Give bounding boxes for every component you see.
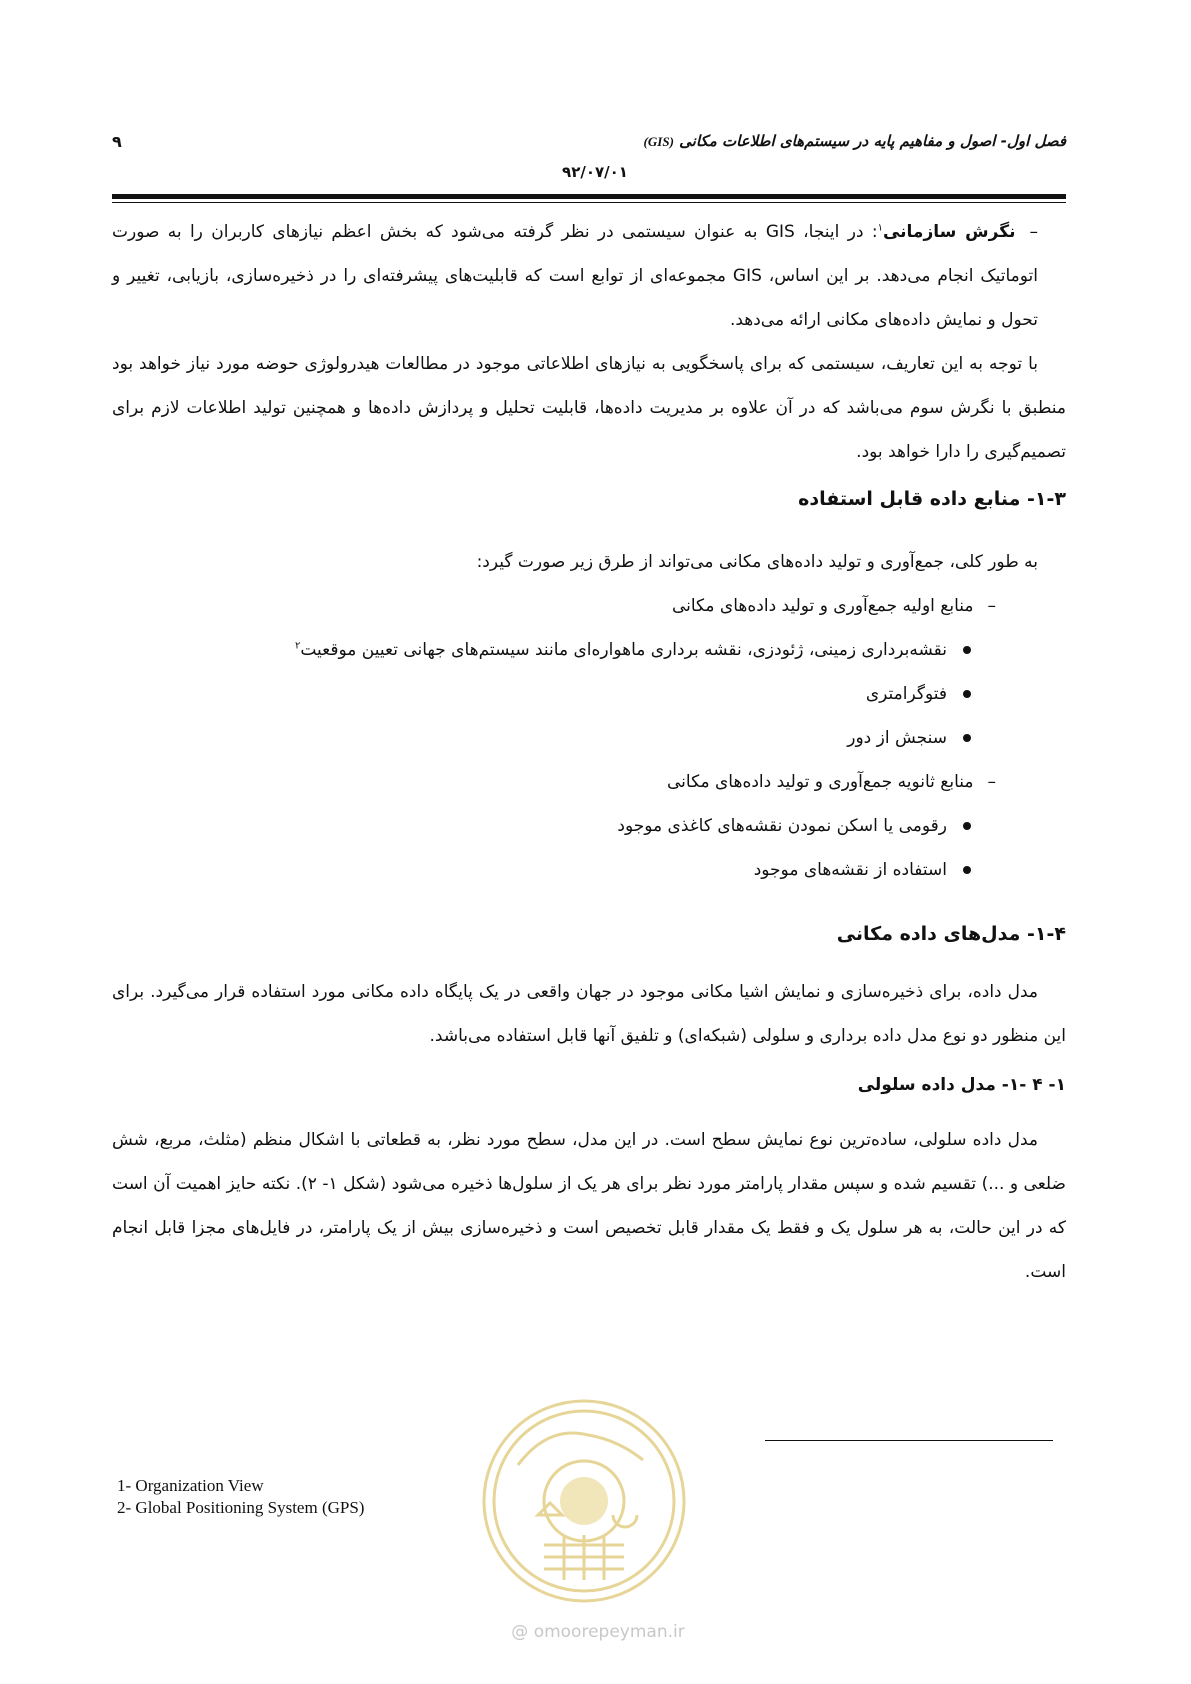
organization-view-text: : در اینجا، GIS به عنوان سیستمی در نظر گرفته می‌شود که بخش اعظم نیازهای کاربران را به صورت اتوماتیک انجام می‌دهد. بر این اساس، GIS مجموعه‌ای از توابع است که قابلیت‌های پیشرفته‌ای را در ذخیره‌سازی، بازیابی، تغییر و تحول و نمایش داده‌های مکانی ارائه می‌دهد. [112, 222, 1038, 330]
dash-marker: – [1029, 222, 1038, 242]
page-number: ۹ [112, 132, 122, 151]
list-item [116, 804, 1066, 848]
section-1-4-heading: ۱-۴- مدل‌های داده مکانی [836, 923, 1066, 945]
header-rule-thick [112, 194, 1066, 199]
footnotes [117, 1475, 364, 1519]
watermark-site: @ omoorepeyman.ir [511, 1622, 685, 1642]
watermark-seal-icon [478, 1395, 690, 1607]
footnote-ref-1: ۱ [877, 222, 883, 234]
primary-sources-heading [116, 584, 1066, 628]
secondary-sources-label: منابع ثانویه جمع‌آوری و تولید داده‌های مکانی [667, 772, 974, 792]
raster-model-paragraph: مدل داده سلولی، ساده‌ترین نوع نمایش سطح است. در این مدل، سطح مورد نظر، به قطعاتی با اشکال منظم (مثلث، مربع، شش ضلعی و ...) تقسیم شده و سپس مقدار پارامتر مورد نظر برای هر یک از سلول‌ها ذخیره می‌شود (شکل ۱- ۲). نکته حایز اهمیت آن است که در این حالت، به هر سلول یک و فقط یک مقدار قابل تخصیص است و ذخیره‌سازی بیش از یک پارامتر، در فایل‌های مجزا قابل انجام است. [112, 1130, 1066, 1282]
raster-model-block [112, 1118, 1066, 1294]
footnote-separator [765, 1440, 1053, 1441]
header-date: ۹۲/۰۷/۰۱ [562, 163, 628, 181]
data-sources-intro: به طور کلی، جمع‌آوری و تولید داده‌های مکانی می‌تواند از طرق زیر صورت گیرد: [476, 552, 1038, 572]
watermark-site-text: omoorepeyman.ir [533, 1622, 685, 1642]
dash-marker: – [987, 596, 996, 616]
chapter-title-abbr: (GIS) [643, 134, 674, 149]
list-item-text: فتوگرامتری [865, 684, 947, 704]
list-item-text: استفاده از نقشه‌های موجود [753, 860, 947, 880]
footnote-ref-2: ۲ [294, 640, 301, 652]
chapter-header-title [644, 132, 1066, 150]
footnote-2: 2- Global Positioning System (GPS) [117, 1498, 365, 1517]
organization-view-term: نگرش سازمانی [882, 222, 1016, 242]
primary-sources-label: منابع اولیه جمع‌آوری و تولید داده‌های مکانی [671, 596, 974, 616]
list-item [116, 716, 1066, 760]
section-1-4-1-heading: ۱- ۴ -۱- مدل داده سلولی [857, 1075, 1066, 1095]
footnote-1: 1- Organization View [117, 1476, 264, 1495]
list-item-text: سنجش از دور [847, 728, 947, 748]
intro-block [112, 210, 1066, 474]
bullet-icon [963, 734, 971, 742]
section-1-3-heading: ۱-۳- منابع داده قابل استفاده [798, 488, 1066, 510]
list-item [116, 848, 1066, 892]
bullet-icon [963, 866, 971, 874]
section-1-4-block [112, 970, 1066, 1058]
bullet-icon [963, 822, 971, 830]
bullet-icon [963, 690, 971, 698]
header-rule-thin [112, 202, 1066, 203]
list-item [116, 672, 1066, 716]
data-sources-list [116, 540, 1066, 892]
organization-view-item [112, 210, 1066, 342]
dash-marker: – [987, 772, 996, 792]
list-item-text: رقومی یا اسکن نمودن نقشه‌های کاغذی موجود [617, 816, 947, 836]
intro-paragraph: با توجه به این تعاریف، سیستمی که برای پاسخگویی به نیازهای اطلاعاتی موجود در مطالعات هیدرولوژی حوضه مورد نیاز خواهد بود منطبق با نگرش سوم می‌باشد که در آن علاوه بر مدیریت داده‌ها، قابلیت تحلیل و پردازش داده‌ها و همچنین تولید اطلاعات لازم برای تصمیم‌گیری را دارا خواهد بود. [112, 354, 1066, 462]
list-item [116, 628, 1066, 672]
chapter-title-text: فصل اول- اصول و مفاهیم پایه در سیستم‌های اطلاعات مکانی [679, 132, 1066, 150]
secondary-sources-heading [116, 760, 1066, 804]
data-models-paragraph: مدل داده، برای ذخیره‌سازی و نمایش اشیا مکانی موجود در جهان واقعی در یک پایگاه داده مکانی مورد استفاده قرار می‌گیرد. برای این منظور دو نوع مدل داده برداری و سلولی (شبکه‌ای) و تلفیق آنها قابل استفاده می‌باشد. [112, 982, 1066, 1046]
list-item-text: نقشه‌برداری زمینی، ژئودزی، نقشه برداری ماهواره‌ای مانند سیستم‌های جهانی تعیین موقعیت [300, 640, 947, 660]
bullet-icon [963, 646, 971, 654]
